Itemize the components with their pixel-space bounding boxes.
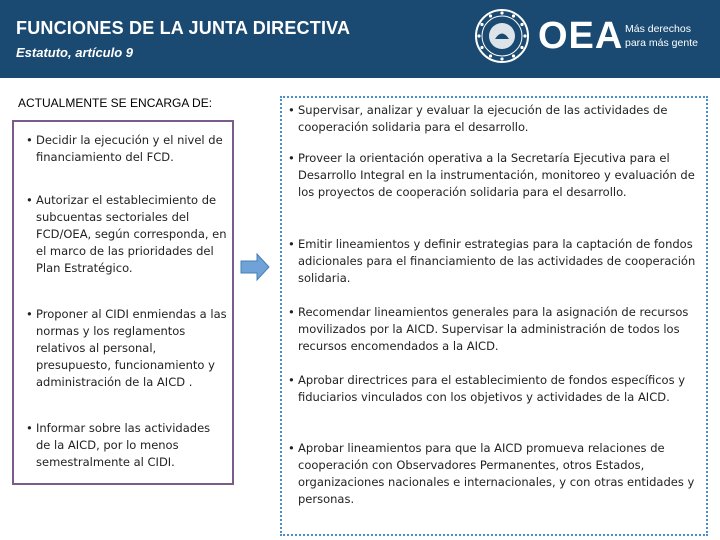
list-item-text: Aprobar lineamientos para que la AICD promueva relaciones de cooperación con Observadores Permanentes, otros Estados, organizaciones nacionales e internacionales, y con otras entidades y personas. <box>298 441 695 506</box>
right-arrow-icon <box>240 252 270 282</box>
list-item <box>288 304 700 355</box>
header-bar <box>0 0 720 78</box>
page-title: FUNCIONES DE LA JUNTA DIRECTIVA <box>16 18 351 38</box>
list-item-text: Recomendar lineamientos generales para la asignación de recursos movilizados por la AICD. Supervisar la administración de todos los recursos encomendados a la AICD. <box>298 305 689 353</box>
left-heading: ACTUALMENTE SE ENCARGA DE: <box>18 96 213 110</box>
list-item-text: Proveer la orientación operativa a la Secretaría Ejecutiva para el Desarrollo Integral en la instrumentación, monitoreo y evaluación de los proyectos de cooperación solidaria para el desarrollo. <box>298 151 695 199</box>
list-item-text: Informar sobre las actividades de la AICD, por lo menos semestralmente al CIDI. <box>36 421 211 469</box>
list-item <box>288 150 700 201</box>
list-item <box>26 420 228 471</box>
list-item <box>288 372 700 406</box>
tagline-line-2: para más gente <box>625 37 698 49</box>
bullet: • <box>288 373 295 387</box>
bullet: • <box>26 307 33 321</box>
list-item <box>288 236 700 287</box>
list-item-text: Emitir lineamientos y definir estrategias para la captación de fondos adicionales para el financiamiento de las actividades de cooperación solidaria. <box>298 237 696 285</box>
bullet: • <box>288 151 295 165</box>
bullet: • <box>288 237 295 251</box>
list-item-text: Decidir la ejecución y el nivel de financiamiento del FCD. <box>36 133 223 164</box>
bullet: • <box>288 441 295 455</box>
tagline-line-1: Más derechos <box>625 23 691 35</box>
bullet: • <box>26 421 33 435</box>
list-item <box>288 102 700 136</box>
bullet: • <box>26 133 33 147</box>
oas-seal-icon <box>474 8 530 64</box>
list-item <box>288 440 700 508</box>
bullet: • <box>288 305 295 319</box>
page-subtitle: Estatuto, artículo 9 <box>16 45 134 60</box>
bullet: • <box>288 103 295 117</box>
list-item <box>26 192 228 277</box>
oea-logo-text: OEA <box>538 15 624 57</box>
list-item-text: Aprobar directrices para el establecimiento de fondos específicos y fiduciarios vinculados con los objetivos y actividades de la AICD. <box>298 373 686 404</box>
logo-tagline <box>625 22 698 50</box>
list-item-text: Proponer al CIDI enmiendas a las normas y los reglamentos relativos al personal, presupuesto, funcionamiento y administración de la AICD . <box>36 307 227 389</box>
list-item-text: Autorizar el establecimiento de subcuentas sectoriales del FCD/OEA, según corresponda, en el marco de las prioridades del Plan Estratégico. <box>36 193 227 275</box>
current-functions-box <box>12 120 234 485</box>
list-item <box>26 306 228 391</box>
bullet: • <box>26 193 33 207</box>
proposed-functions-box <box>280 96 708 536</box>
list-item <box>26 132 228 166</box>
list-item-text: Supervisar, analizar y evaluar la ejecución de las actividades de cooperación solidaria para el desarrollo. <box>298 103 668 134</box>
